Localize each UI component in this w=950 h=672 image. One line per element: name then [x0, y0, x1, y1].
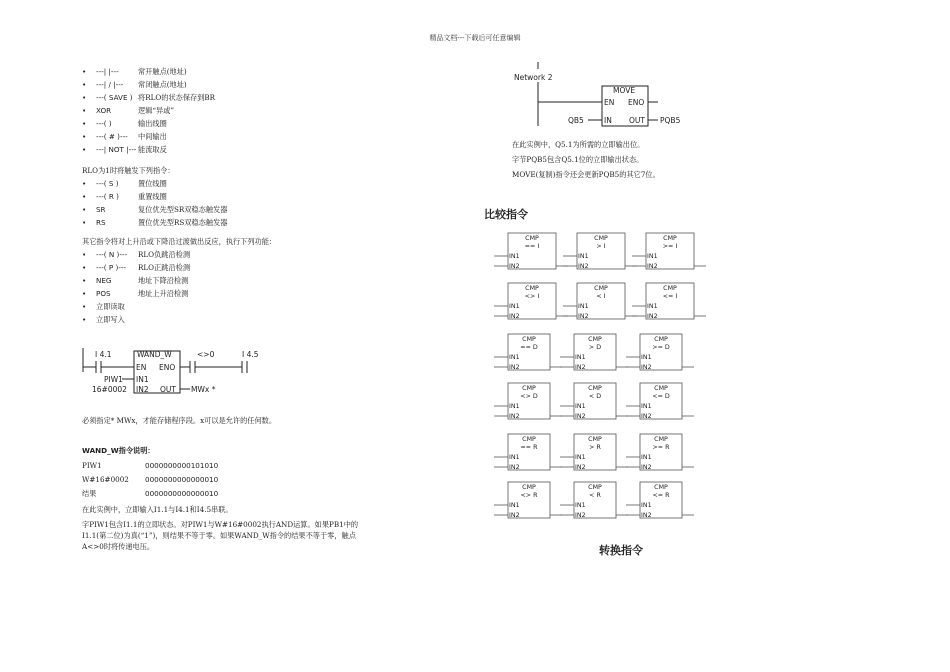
move-desc-1: 在此实例中，Q5.1为所需的立即输出位。 [512, 140, 645, 149]
bit-logic-item: • [82, 132, 87, 141]
bit-logic-desc: 输出线圈 [138, 119, 167, 128]
cmp-operator: <> I [524, 293, 540, 300]
rlo1-item: • [82, 192, 87, 201]
cmp-operator: == R [520, 444, 538, 451]
cmp-in1-label: IN1 [509, 403, 520, 410]
cmp-label: CMP [522, 484, 536, 491]
ladder-cmp-label: <>0 [197, 350, 215, 359]
move-title: MOVE [613, 86, 636, 95]
cmp-operator: <= D [652, 393, 670, 400]
move-desc-2: 字节PQB5包含Q5.1位的立即输出状态。 [512, 155, 644, 164]
move-eno-label: ENO [628, 98, 645, 107]
cmp-in2-label: IN2 [575, 512, 586, 519]
ladder-block-title: WAND_W [137, 350, 172, 359]
ladder-eno-label: ENO [159, 363, 176, 372]
move-desc-3: MOVE(复制)指令还会更新PQB5的其它7位。 [512, 170, 660, 179]
rlo1-item: • [82, 218, 87, 227]
cmp-block [494, 433, 564, 473]
cmp-label: CMP [525, 285, 539, 292]
cmp-operator: <= R [652, 492, 670, 499]
move-en-label: EN [604, 98, 615, 107]
edge-title: 其它指令将对上升沿或下降沿过渡做出反应，执行下列功能： [82, 237, 277, 246]
bit-logic-desc: 中间输出 [138, 132, 167, 141]
ladder-in1-label: IN1 [136, 375, 149, 384]
cmp-in2-label: IN2 [641, 512, 652, 519]
rlo1-desc: 置位优先型RS双稳态触发器 [138, 218, 228, 227]
cmp-in1-label: IN1 [647, 253, 658, 260]
cmp-operator: <> D [520, 393, 538, 400]
cmp-in1-label: IN1 [575, 403, 586, 410]
cmp-block [563, 282, 639, 322]
rlo1-symbol: ---( R ) [96, 192, 119, 201]
rlo1-item: • [82, 205, 87, 214]
ladder-contact-i41: I 4.1 [95, 350, 112, 359]
cmp-label: CMP [588, 336, 602, 343]
cmp-block [626, 333, 696, 373]
move-pqb5-label: PQB5 [660, 116, 681, 125]
edge-symbol: POS [96, 289, 111, 298]
cmp-in1-label: IN1 [641, 454, 652, 461]
page-header: 精品文档---下载后可任意编辑 [429, 34, 521, 42]
para-1: 在此实例中，立即输入I1.1与I4.1和I4.5串联。 [82, 505, 233, 514]
cmp-block [494, 481, 564, 521]
convert-heading: 转换指令 [599, 544, 643, 557]
cmp-operator: > D [588, 344, 602, 351]
edge-item: • [82, 276, 87, 285]
bit-logic-symbol: ---| |--- [96, 67, 119, 76]
compare-heading: 比较指令 [484, 208, 528, 221]
edge-desc: RLO负跳沿检测 [138, 250, 191, 259]
ladder-in2-label: IN2 [136, 385, 149, 394]
bit-logic-symbol: ---| / |--- [96, 80, 124, 89]
cmp-in1-label: IN1 [578, 253, 589, 260]
cmp-label: CMP [654, 436, 668, 443]
cmp-block [560, 333, 630, 373]
wand-row-value: 0000000000101010 [145, 461, 219, 470]
cmp-label: CMP [588, 385, 602, 392]
cmp-operator: == D [520, 344, 538, 351]
wand-ladder-diagram [82, 346, 282, 398]
rlo1-desc: 复位优先型SR双稳态触发器 [138, 205, 228, 214]
cmp-label: CMP [522, 436, 536, 443]
cmp-in2-label: IN2 [509, 263, 520, 270]
cmp-block [560, 481, 630, 521]
rlo1-desc: 重置线圈 [138, 192, 167, 201]
bit-logic-desc: 常闭触点(地址) [138, 80, 187, 89]
bit-logic-symbol: XOR [96, 106, 112, 115]
cmp-block [563, 232, 639, 272]
cmp-in1-label: IN1 [575, 454, 586, 461]
edge-desc: 地址下降沿检测 [138, 276, 189, 285]
cmp-in2-label: IN2 [575, 364, 586, 371]
bit-logic-item: • [82, 67, 87, 76]
cmp-in1-label: IN1 [509, 303, 520, 310]
edge-symbol: ---( N )--- [96, 250, 128, 259]
rlo1-title: RLO为1时将触发下列指令： [82, 166, 175, 175]
cmp-label: CMP [663, 235, 677, 242]
edge-symbol: 立即读取 [96, 302, 125, 311]
cmp-in1-label: IN1 [641, 354, 652, 361]
cmp-in2-label: IN2 [641, 413, 652, 420]
cmp-block [494, 282, 570, 322]
cmp-block [560, 433, 630, 473]
wand-row-value: 0000000000000010 [145, 475, 219, 484]
ladder-out-label: OUT [160, 385, 176, 394]
move-in-label: IN [604, 116, 612, 125]
cmp-block [494, 382, 564, 422]
ladder-hex-label: 16#0002 [92, 385, 127, 394]
cmp-in1-label: IN1 [509, 454, 520, 461]
cmp-operator: < D [588, 393, 602, 400]
cmp-in1-label: IN1 [509, 354, 520, 361]
cmp-in1-label: IN1 [641, 403, 652, 410]
bit-logic-desc: 能流取反 [138, 145, 167, 154]
cmp-in2-label: IN2 [509, 413, 520, 420]
cmp-label: CMP [594, 235, 608, 242]
cmp-in1-label: IN1 [509, 253, 520, 260]
cmp-operator: <> R [520, 492, 538, 499]
wand-row-key: W#16#0002 [82, 475, 129, 484]
cmp-block [626, 481, 696, 521]
cmp-in1-label: IN1 [641, 502, 652, 509]
cmp-in2-label: IN2 [509, 313, 520, 320]
ladder-mw-label: MWx * [191, 385, 216, 394]
cmp-block [626, 382, 696, 422]
cmp-operator: >= D [652, 344, 670, 351]
cmp-in2-label: IN2 [509, 364, 520, 371]
cmp-label: CMP [654, 385, 668, 392]
rlo1-symbol: ---( S ) [96, 179, 119, 188]
cmp-in2-label: IN2 [641, 464, 652, 471]
cmp-operator: < R [589, 492, 601, 499]
cmp-label: CMP [522, 336, 536, 343]
cmp-label: CMP [525, 235, 539, 242]
edge-symbol: NEG [96, 276, 112, 285]
cmp-label: CMP [654, 336, 668, 343]
wand-row-key: 结果 [82, 489, 97, 498]
rlo1-symbol: RS [96, 218, 106, 227]
edge-item: • [82, 315, 87, 324]
cmp-in2-label: IN2 [509, 512, 520, 519]
cmp-in1-label: IN1 [509, 502, 520, 509]
cmp-operator: == I [524, 243, 540, 250]
cmp-label: CMP [594, 285, 608, 292]
para-2-line-2: I1.1(第二位)为真(“1”)，则结果不等于零。如果WAND_W指令的结果不等于零，触点 [82, 531, 356, 540]
cmp-block [626, 433, 696, 473]
bit-logic-item: • [82, 145, 87, 154]
edge-desc: 地址上升沿检测 [138, 289, 189, 298]
bit-logic-item: • [82, 106, 87, 115]
ladder-contact-i45: I 4.5 [242, 350, 259, 359]
cmp-label: CMP [588, 436, 602, 443]
edge-item: • [82, 289, 87, 298]
cmp-in2-label: IN2 [509, 464, 520, 471]
move-out-label: OUT [629, 116, 645, 125]
cmp-operator: > R [589, 444, 601, 451]
edge-item: • [82, 263, 87, 272]
cmp-in2-label: IN2 [575, 413, 586, 420]
move-diagram [512, 60, 692, 128]
edge-symbol: ---( P )--- [96, 263, 127, 272]
network-label: Network 2 [514, 73, 553, 82]
wand-title: WAND_W指令说明： [82, 446, 155, 455]
bit-logic-symbol: ---( SAVE ) [96, 93, 133, 102]
bit-logic-item: • [82, 93, 87, 102]
bit-logic-item: • [82, 119, 87, 128]
cmp-in1-label: IN1 [647, 303, 658, 310]
cmp-block [632, 282, 708, 322]
bit-logic-desc: 逻辑“异或” [138, 106, 175, 115]
edge-symbol: 立即写入 [96, 315, 125, 324]
rlo1-symbol: SR [96, 205, 106, 214]
cmp-in2-label: IN2 [647, 263, 658, 270]
cmp-block [560, 382, 630, 422]
edge-item: • [82, 302, 87, 311]
ladder-piw-label: PIW1 [104, 375, 123, 384]
cmp-in2-label: IN2 [647, 313, 658, 320]
cmp-in1-label: IN1 [578, 303, 589, 310]
cmp-operator: < I [596, 293, 606, 300]
bit-logic-symbol: ---| NOT |--- [96, 145, 137, 154]
cmp-label: CMP [522, 385, 536, 392]
rlo1-desc: 置位线圈 [138, 179, 167, 188]
cmp-block [494, 232, 570, 272]
edge-item: • [82, 250, 87, 259]
cmp-in1-label: IN1 [575, 502, 586, 509]
cmp-in1-label: IN1 [575, 354, 586, 361]
cmp-operator: >= R [652, 444, 670, 451]
ladder-en-label: EN [136, 363, 147, 372]
cmp-label: CMP [663, 285, 677, 292]
bit-logic-symbol: ---( # )--- [96, 132, 128, 141]
cmp-block [494, 333, 564, 373]
rlo1-item: • [82, 179, 87, 188]
store-note: 必须指定* MWx，才能存储程序段。x可以是允许的任何数。 [82, 416, 277, 425]
cmp-label: CMP [588, 484, 602, 491]
cmp-operator: >= I [662, 243, 678, 250]
bit-logic-desc: 将RLO的状态保存到BR [138, 93, 216, 102]
cmp-operator: > I [596, 243, 606, 250]
cmp-in2-label: IN2 [641, 364, 652, 371]
cmp-label: CMP [654, 484, 668, 491]
bit-logic-desc: 常开触点(地址) [138, 67, 187, 76]
bit-logic-symbol: ---( ) [96, 119, 112, 128]
para-2-line-1: 字PIW1包含I1.1的立即状态。对PIW1与W#16#0002执行AND运算。如果PB1中的 [82, 520, 359, 529]
cmp-in2-label: IN2 [575, 464, 586, 471]
wand-row-key: PIW1 [82, 461, 102, 470]
cmp-operator: <= I [662, 293, 678, 300]
cmp-block [632, 232, 708, 272]
cmp-in2-label: IN2 [578, 313, 589, 320]
bit-logic-item: • [82, 80, 87, 89]
cmp-in2-label: IN2 [578, 263, 589, 270]
para-2-line-3: A<>0时将传递电压。 [82, 542, 155, 551]
move-qb5-label: QB5 [568, 116, 584, 125]
wand-row-value: 0000000000000010 [145, 489, 219, 498]
edge-desc: RLO正跳沿检测 [138, 263, 191, 272]
